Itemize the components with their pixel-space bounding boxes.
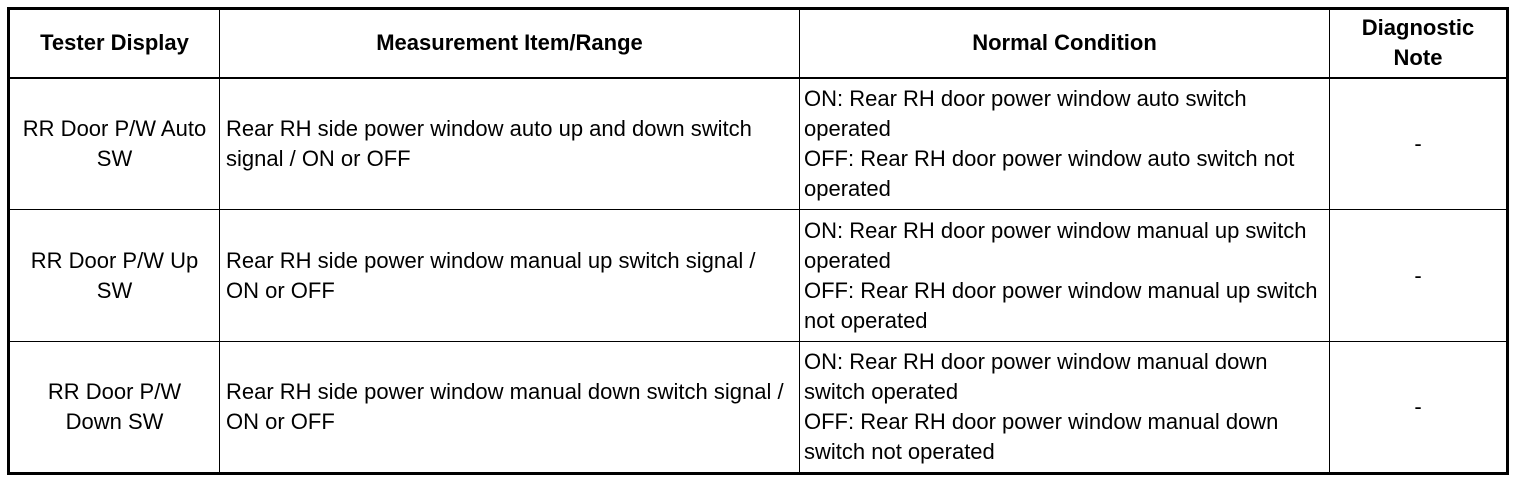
normal-condition-off: OFF: Rear RH door power window manual down switch not operated: [804, 409, 1279, 464]
table-row: [9, 210, 1508, 342]
normal-condition-off: OFF: Rear RH door power window auto switch not operated: [804, 145, 1295, 201]
tester-display-cell: RR Door P/W Auto SW: [9, 78, 220, 210]
header-tester-display: Tester Display: [9, 9, 220, 78]
normal-condition-cell: [800, 78, 1330, 210]
tester-display-cell: RR Door P/W Down SW: [9, 342, 220, 474]
diagnostic-note-cell: -: [1330, 78, 1508, 210]
table-row: [9, 342, 1508, 474]
diagnostic-note-cell: -: [1330, 210, 1508, 342]
measurement-cell: Rear RH side power window manual up switch signal / ON or OFF: [220, 210, 800, 342]
measurement-cell: Rear RH side power window manual down switch signal / ON or OFF: [220, 342, 800, 474]
table-header: [9, 9, 1508, 78]
header-measurement: Measurement Item/Range: [220, 9, 800, 78]
diagnostic-table: [7, 7, 1509, 475]
diagnostic-table-container: [7, 7, 1506, 475]
header-diagnostic-note-line1: Diagnostic: [1361, 15, 1475, 41]
header-diagnostic-note: [1330, 9, 1508, 78]
normal-condition-cell: [800, 342, 1330, 474]
header-normal-condition: Normal Condition: [800, 9, 1330, 78]
header-row: [9, 9, 1508, 78]
header-diagnostic-note-line2: Note: [1393, 45, 1443, 71]
diagnostic-note-cell: -: [1330, 342, 1508, 474]
normal-condition-on: ON: Rear RH door power window auto switch operated: [804, 85, 1247, 141]
measurement-cell: Rear RH side power window auto up and down switch signal / ON or OFF: [220, 78, 800, 210]
normal-condition-cell: [800, 210, 1330, 342]
normal-condition-on: ON: Rear RH door power window manual down switch operated: [804, 349, 1268, 404]
table-row: [9, 78, 1508, 210]
tester-display-cell: RR Door P/W Up SW: [9, 210, 220, 342]
table-body: [9, 78, 1508, 474]
normal-condition-on: ON: Rear RH door power window manual up switch operated: [804, 217, 1307, 273]
normal-condition-off: OFF: Rear RH door power window manual up switch not operated: [804, 277, 1318, 333]
